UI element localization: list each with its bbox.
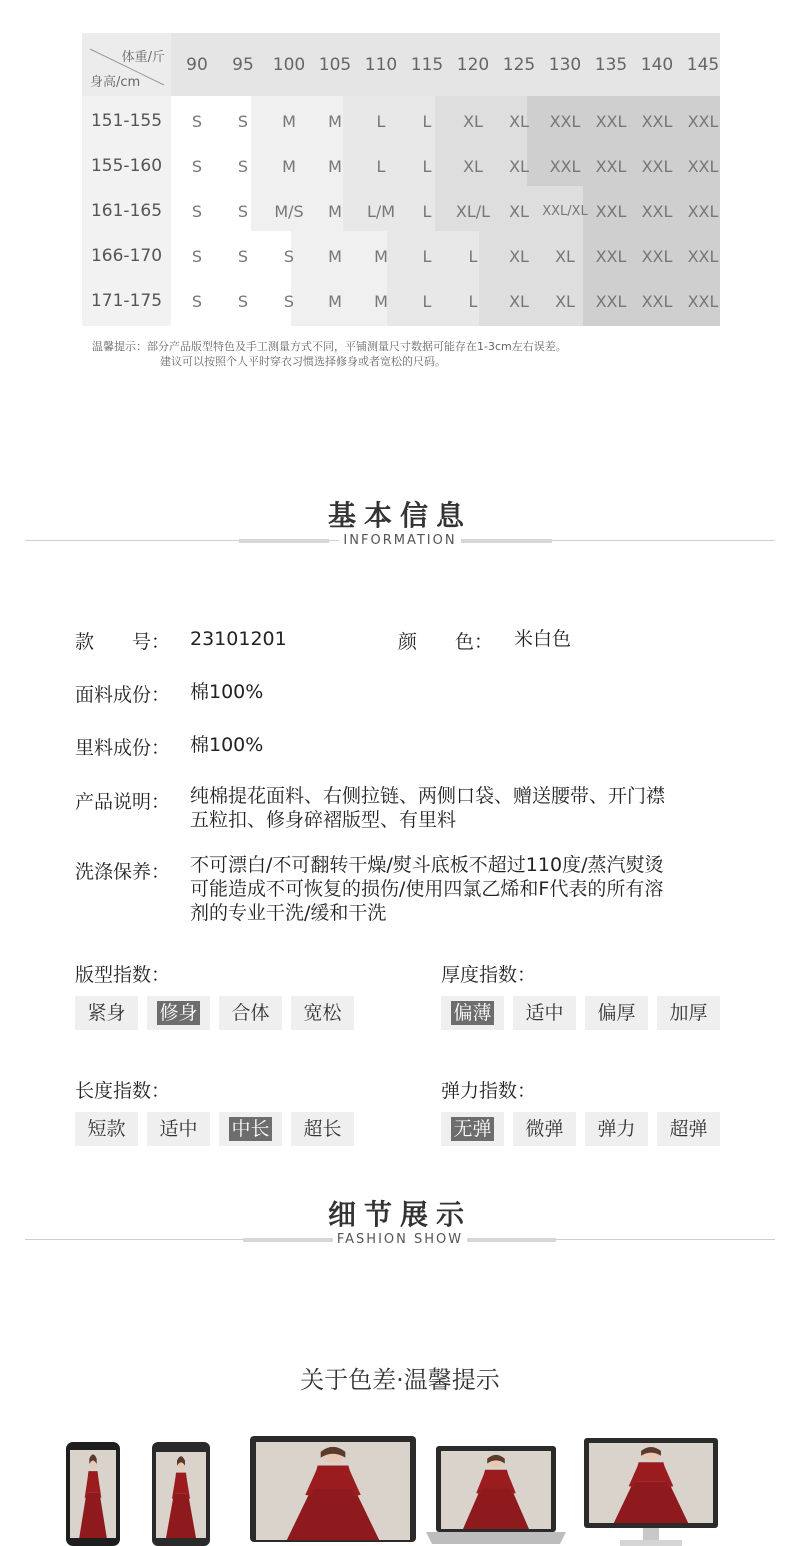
thickness-option-label: 适中 <box>525 1002 564 1024</box>
length-option-2 <box>219 1112 282 1146</box>
thickness-option-3 <box>657 996 720 1030</box>
fit-option-2 <box>219 996 282 1030</box>
length-option-3 <box>291 1112 354 1146</box>
thickness-option-label: 偏厚 <box>597 1002 636 1024</box>
care-line-2: 可能造成不可恢复的损伤/使用四氯乙烯和F代表的所有溶 <box>190 878 664 900</box>
size-cell: L/M <box>366 202 396 221</box>
desktop-icon <box>584 1438 718 1546</box>
lining-value: 棉100% <box>190 734 264 756</box>
corner-height-label: 身高/cm <box>90 75 141 90</box>
elasticity-option-label: 超弹 <box>669 1118 708 1140</box>
size-cell: XXL <box>595 247 627 266</box>
weight-header-140: 140 <box>640 55 674 75</box>
laptop-icon <box>426 1446 566 1544</box>
lining-label: 里料成份： <box>75 737 171 759</box>
size-cell: XXL <box>595 112 627 131</box>
size-cell: XL <box>509 157 529 176</box>
devices-illustration <box>60 1436 740 1546</box>
care-line-1: 不可漂白/不可翻转干燥/熨斗底板不超过110度/蒸汽熨烫 <box>190 854 664 876</box>
size-cell: XL <box>509 202 529 221</box>
length-option-label: 超长 <box>303 1118 342 1140</box>
size-cell: M <box>374 292 388 311</box>
size-cell: M <box>282 157 296 176</box>
elasticity-index-label: 弹力指数： <box>441 1080 537 1102</box>
size-cell: XXL <box>641 157 673 176</box>
color-note-title: 关于色差·温馨提示 <box>300 1366 500 1394</box>
phone-1-icon <box>66 1442 120 1546</box>
fabric-value: 棉100% <box>190 681 264 703</box>
size-cell: XL <box>509 247 529 266</box>
size-cell: XXL <box>549 157 581 176</box>
elasticity-option-label: 弹力 <box>597 1118 636 1140</box>
size-cell: L <box>468 247 478 266</box>
size-cell: XXL <box>687 202 719 221</box>
description-label: 产品说明： <box>75 791 171 813</box>
info-section-title: 基本信息 <box>327 499 472 532</box>
size-cell: M <box>328 112 342 131</box>
size-cell: L <box>422 112 432 131</box>
fit-option-3 <box>291 996 354 1030</box>
size-cell: S <box>191 247 203 266</box>
size-cell: S <box>237 157 249 176</box>
care-label: 洗涤保养： <box>75 861 171 883</box>
size-cell: M <box>374 247 388 266</box>
size-cell: XL <box>555 292 575 311</box>
size-cell: XXL <box>641 202 673 221</box>
phone-2-icon <box>152 1442 210 1546</box>
elasticity-option-3 <box>657 1112 720 1146</box>
zone-xl-tall <box>479 231 583 326</box>
size-cell: L <box>422 292 432 311</box>
size-note-line-2: 建议可以按照个人平时穿衣习惯选择修身或者宽松的尺码。 <box>160 355 446 368</box>
length-option-label: 适中 <box>159 1118 198 1140</box>
size-cell: XL <box>509 292 529 311</box>
size-cell: XL <box>555 247 575 266</box>
size-cell: S <box>237 202 249 221</box>
care-line-3: 剂的专业干洗/缓和干洗 <box>190 902 387 924</box>
fit-option-label: 紧身 <box>87 1002 126 1024</box>
size-cell: S <box>283 292 295 311</box>
elasticity-option-label: 无弹 <box>453 1118 492 1140</box>
size-cell: L <box>422 247 432 266</box>
size-cell: XL <box>509 112 529 131</box>
size-cell: M/S <box>274 202 304 221</box>
fashion-section-subtitle: FASHION SHOW <box>0 1232 800 1247</box>
size-cell: XL/L <box>455 202 491 221</box>
zone-m-tall <box>291 231 343 326</box>
size-cell: S <box>191 157 203 176</box>
fit-option-0 <box>75 996 138 1030</box>
size-cell: M <box>328 202 342 221</box>
thickness-option-0 <box>441 996 504 1030</box>
fit-option-label: 合体 <box>231 1002 270 1024</box>
fashion-section-title: 细节展示 <box>327 1198 472 1231</box>
info-section-subtitle: INFORMATION <box>0 533 800 548</box>
size-cell: XXL <box>687 247 719 266</box>
elasticity-option-label: 微弹 <box>525 1118 564 1140</box>
length-option-0 <box>75 1112 138 1146</box>
color-label: 颜 色： <box>398 631 494 653</box>
weight-header-100: 100 <box>272 55 306 75</box>
fit-index-label: 版型指数： <box>75 964 171 986</box>
length-option-1 <box>147 1112 210 1146</box>
height-row-155-160: 155-160 <box>90 156 163 176</box>
thickness-option-1 <box>513 996 576 1030</box>
thickness-option-label: 偏薄 <box>453 1002 492 1024</box>
weight-header-95: 95 <box>232 55 254 75</box>
thickness-index-label: 厚度指数： <box>441 964 537 986</box>
color-value: 米白色 <box>514 628 572 650</box>
style-no-value: 23101201 <box>190 628 287 650</box>
height-row-166-170: 166-170 <box>90 246 163 266</box>
height-row-161-165: 161-165 <box>90 201 163 221</box>
size-cell: XXL <box>641 112 673 131</box>
thickness-option-2 <box>585 996 648 1030</box>
size-cell: XXL <box>687 157 719 176</box>
weight-header-115: 115 <box>410 55 444 75</box>
weight-header-130: 130 <box>548 55 582 75</box>
fabric-label: 面料成份： <box>75 684 171 706</box>
size-cell: XXL <box>595 202 627 221</box>
size-cell: L <box>376 157 386 176</box>
corner-weight-label: 体重/斤 <box>121 50 165 65</box>
size-cell: XXL/XL <box>542 204 588 219</box>
height-row-171-175: 171-175 <box>90 291 163 311</box>
description-line-1: 纯棉提花面料、右侧拉链、两侧口袋、赠送腰带、开门襟 <box>190 785 666 807</box>
fit-option-label: 宽松 <box>303 1002 342 1024</box>
care-value <box>190 853 663 925</box>
fit-option-label: 修身 <box>159 1002 198 1024</box>
size-table <box>82 33 720 326</box>
length-option-label: 短款 <box>87 1118 126 1140</box>
weight-header-120: 120 <box>456 55 490 75</box>
size-cell: S <box>283 247 295 266</box>
height-row-151-155: 151-155 <box>90 111 163 131</box>
weight-header-135: 135 <box>594 55 628 75</box>
size-cell: M <box>328 247 342 266</box>
description-value <box>190 784 665 832</box>
size-cell: XXL <box>687 112 719 131</box>
fit-option-1 <box>147 996 210 1030</box>
size-cell: XXL <box>687 292 719 311</box>
size-cell: XXL <box>641 292 673 311</box>
size-cell: L <box>468 292 478 311</box>
length-index-label: 长度指数： <box>75 1080 171 1102</box>
size-cell: XXL <box>549 112 581 131</box>
size-cell: S <box>191 292 203 311</box>
monitor-icon <box>250 1436 416 1542</box>
size-cell: S <box>191 202 203 221</box>
size-cell: S <box>237 292 249 311</box>
size-cell: XL <box>463 112 483 131</box>
elasticity-option-0 <box>441 1112 504 1146</box>
size-cell: M <box>328 157 342 176</box>
size-cell: M <box>328 292 342 311</box>
size-cell: S <box>191 112 203 131</box>
description-line-2: 五粒扣、修身碎褶版型、有里料 <box>190 809 457 831</box>
elasticity-option-2 <box>585 1112 648 1146</box>
weight-header-90: 90 <box>186 55 208 75</box>
size-table-corner <box>82 33 171 96</box>
length-option-label: 中长 <box>231 1118 270 1140</box>
size-cell: XXL <box>641 247 673 266</box>
size-cell: L <box>422 202 432 221</box>
size-cell: XXL <box>595 157 627 176</box>
weight-header-125: 125 <box>502 55 536 75</box>
size-cell: S <box>237 247 249 266</box>
size-cell: M <box>282 112 296 131</box>
elasticity-option-1 <box>513 1112 576 1146</box>
weight-header-105: 105 <box>318 55 352 75</box>
size-note <box>92 339 567 369</box>
size-cell: L <box>422 157 432 176</box>
size-cell: XXL <box>595 292 627 311</box>
zone-m-tall-2 <box>343 231 387 326</box>
thickness-option-label: 加厚 <box>669 1002 708 1024</box>
weight-header-110: 110 <box>364 55 398 75</box>
size-cell: S <box>237 112 249 131</box>
zone-s-tall <box>251 231 291 326</box>
size-cell: L <box>376 112 386 131</box>
size-note-line-1: 温馨提示：部分产品版型特色及手工测量方式不同，平铺测量尺寸数据可能存在1-3cm左右误差。 <box>92 340 567 353</box>
style-no-label: 款 号： <box>75 631 171 653</box>
weight-header-145: 145 <box>686 55 720 75</box>
zone-l-tall <box>387 231 479 326</box>
size-cell: XL <box>463 157 483 176</box>
